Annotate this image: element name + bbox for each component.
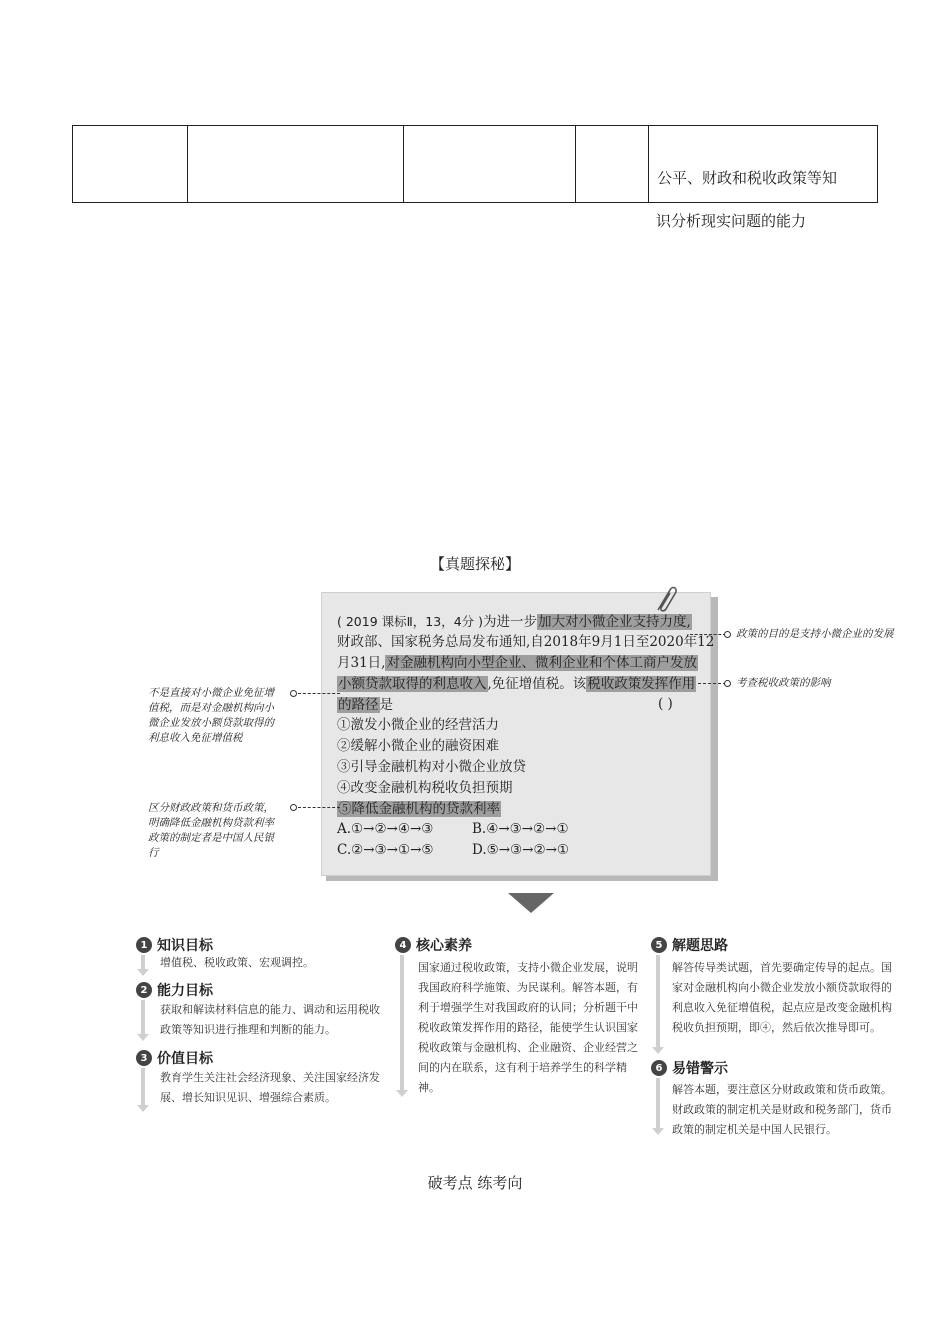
- question-line-5: [337, 696, 393, 714]
- number-badge: 1: [136, 937, 152, 953]
- panel-approach-text: 解答传导类试题，首先要确定传导的起点。国家对金融机构向小微企业发放小额贷款取得的利息收入免征增值税，起点应是改变金融机构税收负担预期，即④，然后依次推导即可。: [672, 961, 892, 1034]
- note-right-2: 考查税收政策的影响: [736, 677, 831, 689]
- question-source: ( 2019 课标Ⅱ，13，4分 ): [337, 614, 483, 629]
- flow-bar: [656, 1078, 660, 1128]
- highlight: 小额贷款取得的利息收入: [338, 676, 487, 692]
- note-connector: [698, 683, 726, 684]
- note-connector: [298, 693, 340, 694]
- table-cell-ability: 公平、财政和税收政策等知: [649, 126, 878, 203]
- down-arrow-icon: [508, 893, 554, 915]
- panel-title: 易错警示: [672, 1061, 728, 1077]
- panel-title: 价值目标: [157, 1051, 213, 1067]
- number-badge: 6: [651, 1060, 667, 1076]
- panel-title: 知识目标: [157, 938, 213, 954]
- panel-value-head: [136, 1048, 213, 1068]
- question-text: 月31日,: [337, 655, 386, 671]
- number-badge: 5: [651, 937, 667, 953]
- footer-title: 破考点 练考向: [427, 1174, 523, 1192]
- number-badge: 2: [136, 982, 152, 998]
- flow-arrow-icon: [652, 1047, 664, 1054]
- option-1: ①激发小微企业的经营活力: [337, 717, 499, 733]
- panel-title: 能力目标: [157, 983, 213, 999]
- highlight: ⑤降低金融机构的贷款利率: [338, 801, 500, 817]
- highlight: 税收政策发挥作用: [587, 676, 696, 692]
- note-dot-icon: [290, 804, 297, 811]
- highlight: 的路径: [338, 697, 379, 713]
- table-continued-text: 识分析现实问题的能力: [656, 212, 807, 230]
- choice-d: D.⑤→③→②→①: [472, 842, 569, 858]
- table-cell: [73, 126, 188, 203]
- panel-knowledge-text: 增值税、税收政策、宏观调控。: [160, 956, 314, 969]
- note-dot-icon: [724, 631, 731, 638]
- note-left-2: 区分财政政策和货币政策，明确降低金融机构贷款利率政策的制定者是中国人民银行: [148, 802, 274, 859]
- question-text: 为进一步: [483, 614, 537, 630]
- choice-c: C.②→③→①→⑤: [337, 842, 434, 858]
- panel-title: 解题思路: [672, 938, 728, 954]
- panel-core-text: 国家通过税收政策，支持小微企业发展，说明我国政府科学施策、为民谋利。解答本题，有利于增强学生对我国政府的认同；分析题干中税收政策发挥作用的路径，能使学生认识国家税收政策与金融机构、企业融资、企业经营之间的内在联系，这有利于培养学生的科学精神。: [418, 961, 638, 1094]
- section-title: 【真题探秘】: [429, 555, 520, 573]
- flow-arrow-icon: [396, 1090, 408, 1097]
- table-cell: [576, 126, 649, 203]
- highlight: 加大对小微企业支持力度,: [538, 614, 691, 630]
- table-cell: [188, 126, 404, 203]
- panel-approach-head: [651, 935, 728, 955]
- note-left-1: 不是直接对小微企业免征增值税，而是对金融机构向小微企业发放小额贷款取得的利息收入免征增值税: [148, 687, 274, 744]
- note-connector: [690, 634, 726, 635]
- top-table: [72, 125, 878, 203]
- panel-knowledge-head: [136, 935, 213, 955]
- number-badge: 3: [136, 1050, 152, 1066]
- note-right-1: 政策的目的是支持小微企业的发展: [736, 628, 894, 640]
- panel-warning-text: 解答本题，要注意区分财政政策和货币政策。财政政策的制定机关是财政和税务部门，货币政策的制定机关是中国人民银行。: [672, 1083, 892, 1136]
- choice-b: B.④→③→②→①: [472, 821, 569, 837]
- note-dot-icon: [724, 680, 731, 687]
- panel-ability-text: 获取和解读材料信息的能力、调动和运用税收政策等知识进行推理和判断的能力。: [160, 1003, 380, 1036]
- flow-bar: [141, 955, 145, 969]
- panel-core-head: [395, 935, 472, 955]
- flow-arrow-icon: [652, 1128, 664, 1135]
- paperclip-icon: [652, 584, 680, 614]
- question-line-4: [337, 675, 696, 693]
- choice-a: A.①→②→④→③: [337, 821, 434, 837]
- flow-arrow-icon: [137, 1034, 149, 1041]
- highlight: 对金融机构向小型企业、微利企业和个体工商户发放: [386, 655, 697, 671]
- note-dot-icon: [290, 690, 297, 697]
- question-text: ,免征增值税。该: [487, 676, 587, 692]
- flow-arrow-icon: [137, 969, 149, 976]
- option-2: ②缓解小微企业的融资困难: [337, 738, 499, 754]
- option-5: [337, 800, 501, 818]
- answer-blank: ( ): [658, 696, 673, 712]
- flow-bar: [400, 955, 404, 1090]
- flow-arrow-icon: [137, 1105, 149, 1112]
- note-connector: [298, 807, 340, 808]
- question-line-3: [337, 654, 698, 672]
- panel-value-text: 教育学生关注社会经济现象、关注国家经济发展、增长知识见识、增强综合素质。: [160, 1071, 380, 1104]
- panel-title: 核心素养: [416, 938, 472, 954]
- flow-bar: [141, 1000, 145, 1034]
- panel-warning-head: [651, 1058, 728, 1078]
- panel-ability-head: [136, 980, 213, 1000]
- flow-bar: [656, 955, 660, 1047]
- option-4: ④改变金融机构税收负担预期: [337, 780, 513, 796]
- question-line-1: [337, 613, 692, 631]
- number-badge: 4: [395, 937, 411, 953]
- question-text: 是: [379, 697, 393, 713]
- flow-bar: [141, 1068, 145, 1105]
- option-3: ③引导金融机构对小微企业放贷: [337, 759, 526, 775]
- table-cell: [404, 126, 576, 203]
- question-line-2: 财政部、国家税务总局发布通知,自2018年9月1日至2020年12: [337, 634, 715, 650]
